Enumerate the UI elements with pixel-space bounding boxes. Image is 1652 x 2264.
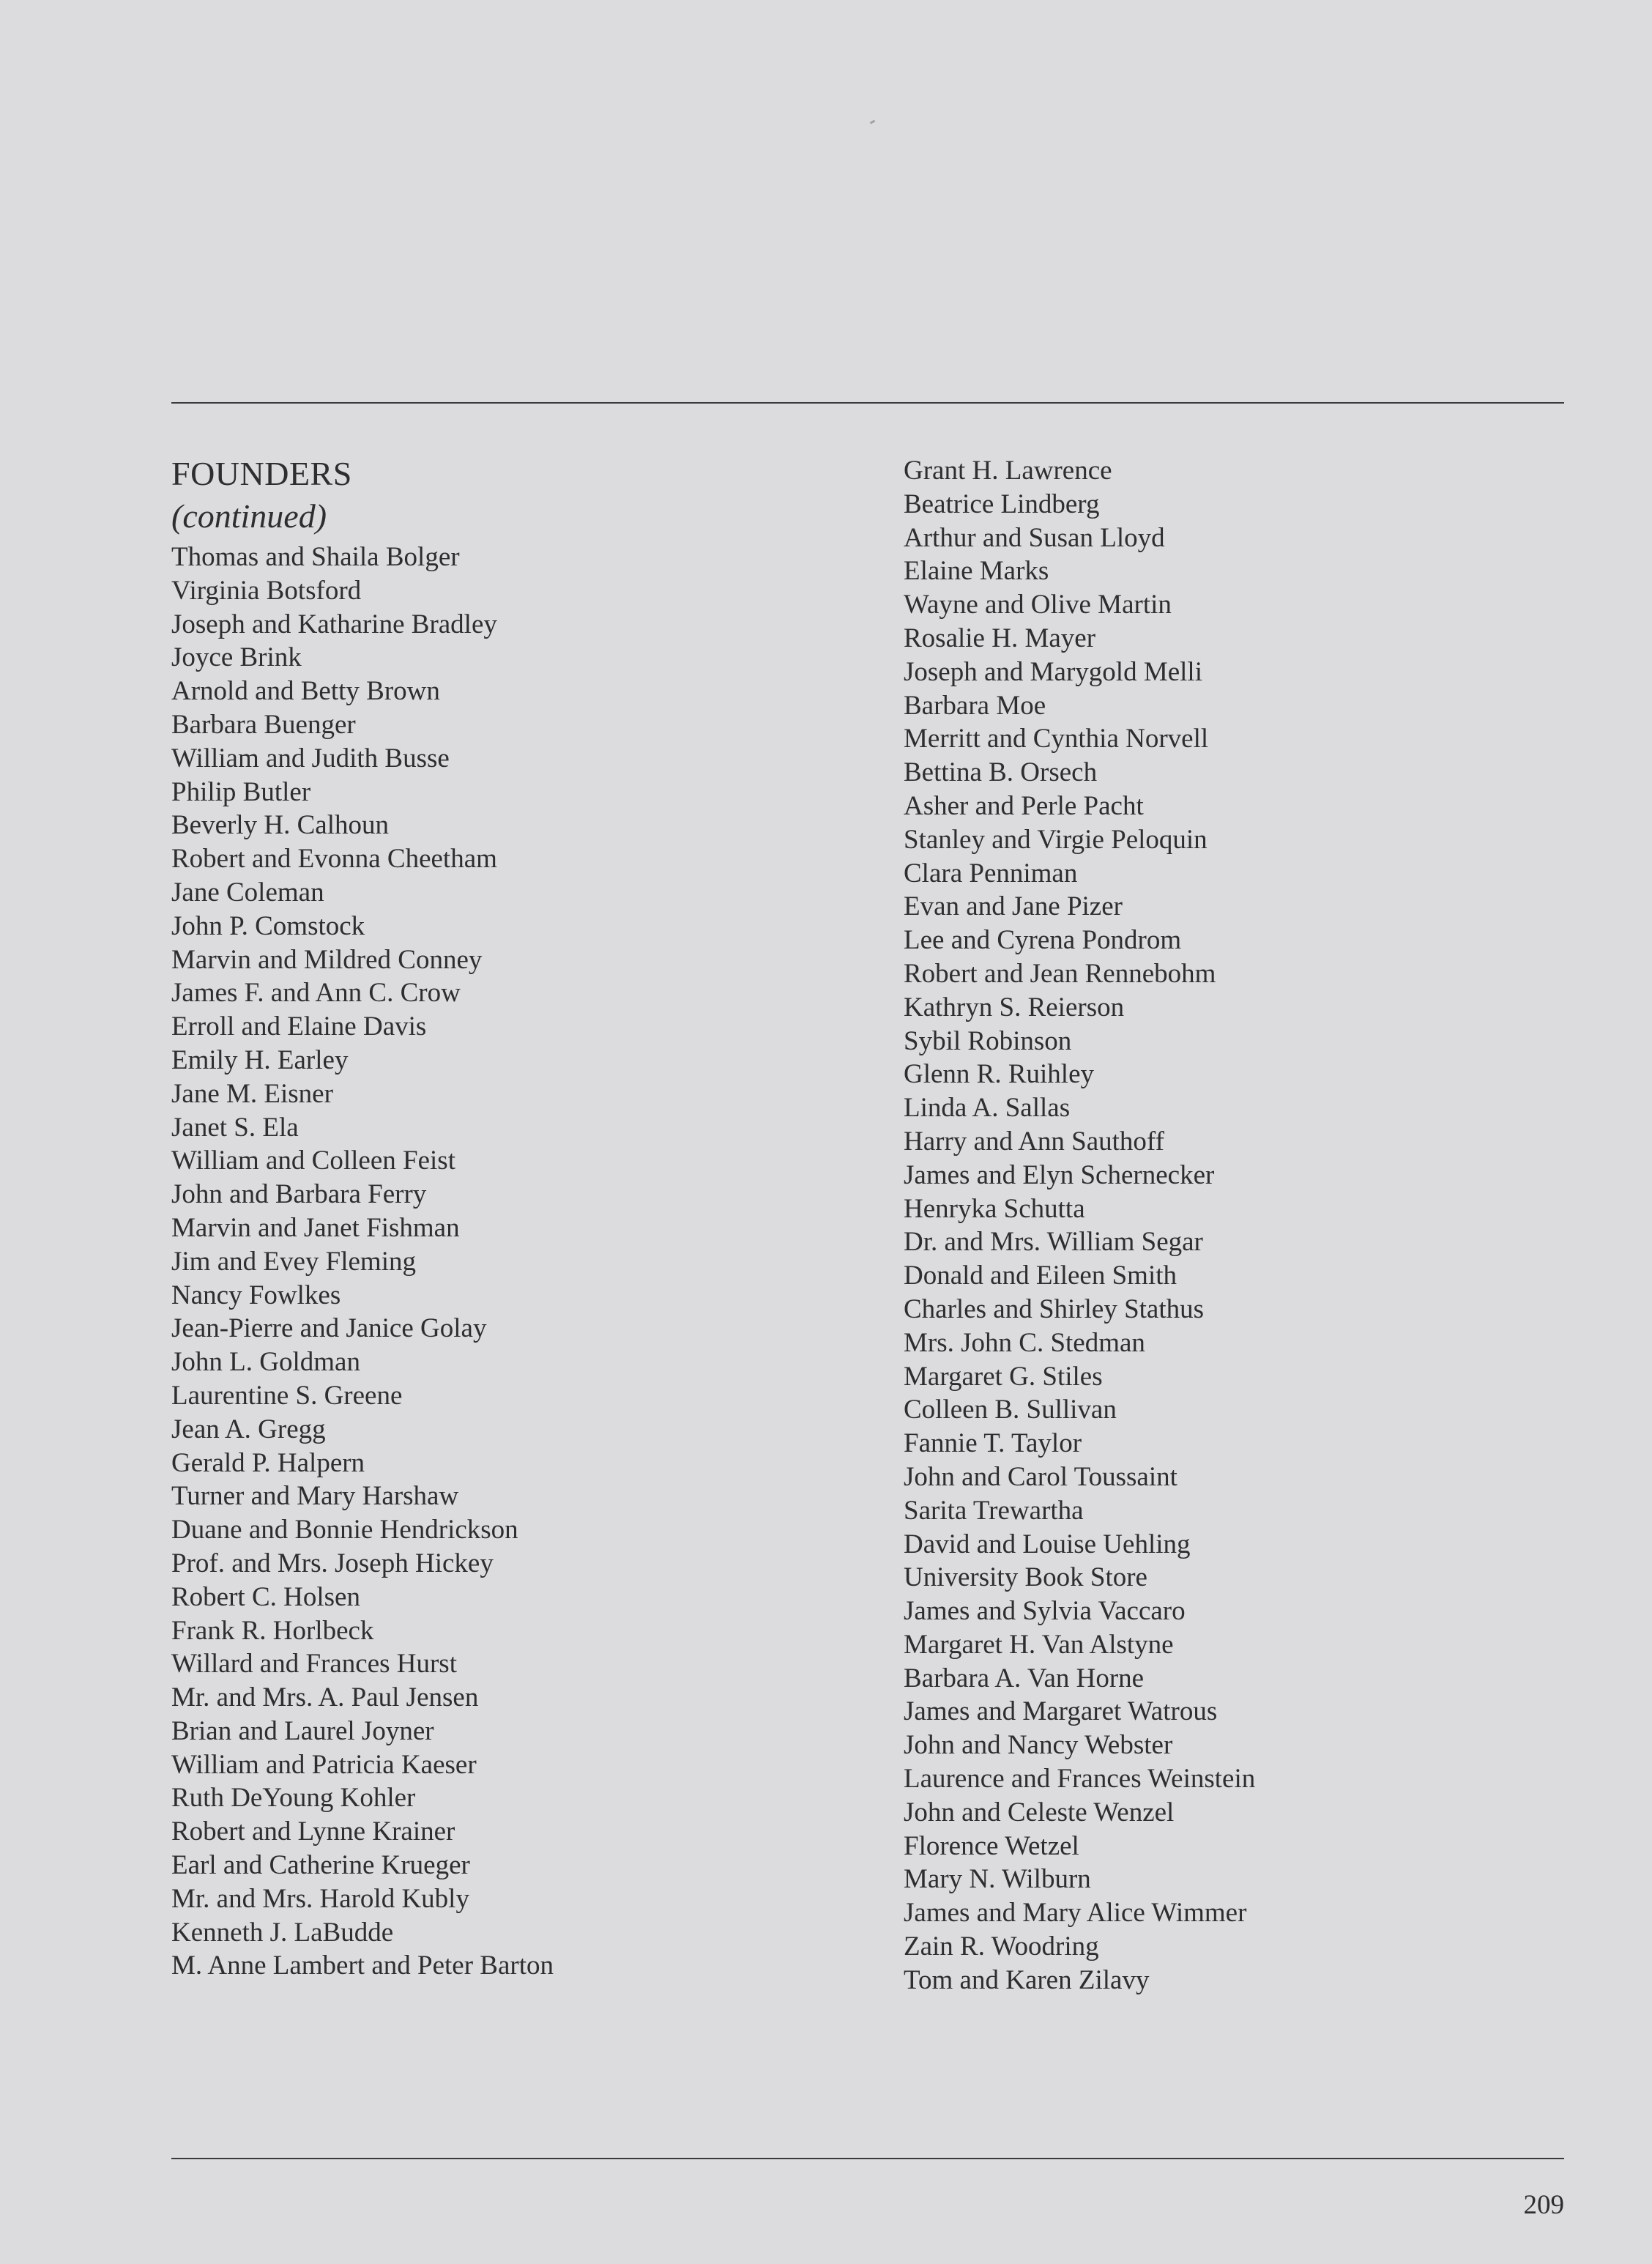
donor-name: Sarita Trewartha <box>904 1495 1084 1526</box>
stray-ink-mark <box>870 119 876 124</box>
donor-name: Lee and Cyrena Pondrom <box>904 925 1182 956</box>
left-column <box>171 453 554 1983</box>
donor-name: Kathryn S. Reierson <box>904 992 1125 1022</box>
donor-name: Donald and Eileen Smith <box>904 1261 1177 1291</box>
right-column <box>904 454 1255 1997</box>
donor-name: Thomas and Shaila Bolger <box>171 542 460 572</box>
donor-name: Joseph and Katharine Bradley <box>171 609 497 639</box>
donor-name: Erroll and Elaine Davis <box>171 1012 427 1042</box>
donor-name: Ruth DeYoung Kohler <box>171 1783 416 1814</box>
donor-name: Turner and Mary Harshaw <box>171 1481 459 1512</box>
donor-name: James and Sylvia Vaccaro <box>904 1596 1186 1627</box>
donor-name: Philip Butler <box>171 776 311 807</box>
donor-name: Barbara Buenger <box>171 709 356 740</box>
donor-name: Rosalie H. Mayer <box>904 623 1096 653</box>
donor-name: John and Celeste Wenzel <box>904 1797 1175 1827</box>
donor-name: Robert and Evonna Cheetham <box>171 844 497 875</box>
donor-name: Evan and Jane Pizer <box>904 891 1123 922</box>
donor-name: Bettina B. Orsech <box>904 757 1098 788</box>
donor-name: James and Elyn Schernecker <box>904 1159 1215 1190</box>
donor-name: Robert and Lynne Krainer <box>171 1816 455 1847</box>
donor-name: Beatrice Lindberg <box>904 489 1100 519</box>
donor-name: Virginia Botsford <box>171 575 362 606</box>
donor-name: John and Carol Toussaint <box>904 1461 1177 1492</box>
donor-name: Mr. and Mrs. A. Paul Jensen <box>171 1682 479 1713</box>
donor-name: Jane Coleman <box>171 877 324 908</box>
donor-name: Laurence and Frances Weinstein <box>904 1764 1256 1795</box>
donor-name: M. Anne Lambert and Peter Barton <box>171 1951 554 1981</box>
donor-name: Emily H. Earley <box>171 1044 349 1075</box>
donor-name: Zain R. Woodring <box>904 1931 1099 1962</box>
donor-name: Prof. and Mrs. Joseph Hickey <box>171 1548 494 1578</box>
section-subtitle: (continued) <box>171 497 327 535</box>
donor-name: Wayne and Olive Martin <box>904 590 1172 620</box>
donor-name: John L. Goldman <box>171 1347 360 1378</box>
donor-name: Fannie T. Taylor <box>904 1428 1082 1459</box>
donor-name: Sybil Robinson <box>904 1025 1072 1056</box>
donor-name: Gerald P. Halpern <box>171 1447 365 1478</box>
donor-name: Florence Wetzel <box>904 1830 1079 1861</box>
donor-name: Mrs. John C. Stedman <box>904 1327 1145 1358</box>
donor-name: Colleen B. Sullivan <box>904 1395 1117 1425</box>
left-name-list <box>171 541 554 1983</box>
donor-name: Duane and Bonnie Hendrickson <box>171 1515 518 1545</box>
top-rule <box>171 402 1564 404</box>
donor-name: Joseph and Marygold Melli <box>904 656 1202 687</box>
donor-name: David and Louise Uehling <box>904 1529 1191 1559</box>
donor-name: William and Patricia Kaeser <box>171 1749 477 1780</box>
donor-name: James and Mary Alice Wimmer <box>904 1898 1247 1929</box>
donor-name: Marvin and Mildred Conney <box>171 944 483 975</box>
donor-name: Henryka Schutta <box>904 1193 1085 1224</box>
donor-name: Clara Penniman <box>904 858 1078 888</box>
donor-name: Glenn R. Ruihley <box>904 1059 1095 1090</box>
donor-name: James F. and Ann C. Crow <box>171 978 461 1009</box>
donor-name: Elaine Marks <box>904 556 1049 587</box>
section-title: FOUNDERS <box>171 455 352 492</box>
donor-name: Barbara A. Van Horne <box>904 1663 1145 1693</box>
donor-name: Marvin and Janet Fishman <box>171 1212 460 1243</box>
bottom-rule <box>171 2158 1564 2159</box>
donor-name: Jean A. Gregg <box>171 1414 326 1444</box>
donor-name: Arthur and Susan Lloyd <box>904 522 1165 553</box>
donor-name: Charles and Shirley Stathus <box>904 1294 1205 1324</box>
donor-name: Margaret H. Van Alstyne <box>904 1629 1174 1660</box>
donor-name: Frank R. Horlbeck <box>171 1615 374 1646</box>
donor-name: University Book Store <box>904 1562 1147 1593</box>
donor-name: John and Barbara Ferry <box>171 1179 427 1210</box>
donor-name: Beverly H. Calhoun <box>171 810 389 841</box>
right-name-list <box>904 454 1255 1997</box>
donor-name: Nancy Fowlkes <box>171 1280 341 1310</box>
donor-name: Margaret G. Stiles <box>904 1361 1103 1392</box>
donor-name: William and Judith Busse <box>171 743 450 773</box>
donor-name: Jim and Evey Fleming <box>171 1246 416 1277</box>
donor-name: James and Margaret Watrous <box>904 1696 1218 1727</box>
donor-name: Dr. and Mrs. William Segar <box>904 1227 1203 1258</box>
donor-name: Jane M. Eisner <box>171 1078 333 1109</box>
donor-name: John P. Comstock <box>171 910 365 941</box>
donor-name: Mr. and Mrs. Harold Kubly <box>171 1883 469 1914</box>
donor-name: Janet S. Ela <box>171 1112 299 1143</box>
donor-name: Robert C. Holsen <box>171 1581 360 1612</box>
donor-name: Asher and Perle Pacht <box>904 790 1144 821</box>
donor-name: Mary N. Wilburn <box>904 1864 1091 1895</box>
donor-name: Jean-Pierre and Janice Golay <box>171 1313 487 1344</box>
donor-name: Kenneth J. LaBudde <box>171 1917 394 1948</box>
donor-name: Robert and Jean Rennebohm <box>904 958 1216 989</box>
donor-name: Willard and Frances Hurst <box>171 1649 457 1680</box>
donor-name: Tom and Karen Zilavy <box>904 1964 1150 1995</box>
donor-name: Stanley and Virgie Peloquin <box>904 824 1208 855</box>
donor-name: Joyce Brink <box>171 642 302 673</box>
donor-name: Barbara Moe <box>904 690 1046 721</box>
donor-name: Earl and Catherine Krueger <box>171 1850 470 1881</box>
donor-name: Grant H. Lawrence <box>904 456 1112 486</box>
page-number: 209 <box>1523 2190 1564 2220</box>
donor-name: Laurentine S. Greene <box>171 1380 403 1411</box>
donor-name: Arnold and Betty Brown <box>171 676 440 707</box>
donor-name: William and Colleen Feist <box>171 1146 455 1176</box>
donor-name: Merritt and Cynthia Norvell <box>904 724 1209 754</box>
donor-name: Linda A. Sallas <box>904 1093 1071 1124</box>
donor-name: Harry and Ann Sauthoff <box>904 1126 1164 1157</box>
donor-name: John and Nancy Webster <box>904 1730 1173 1761</box>
donor-name: Brian and Laurel Joyner <box>171 1715 434 1746</box>
